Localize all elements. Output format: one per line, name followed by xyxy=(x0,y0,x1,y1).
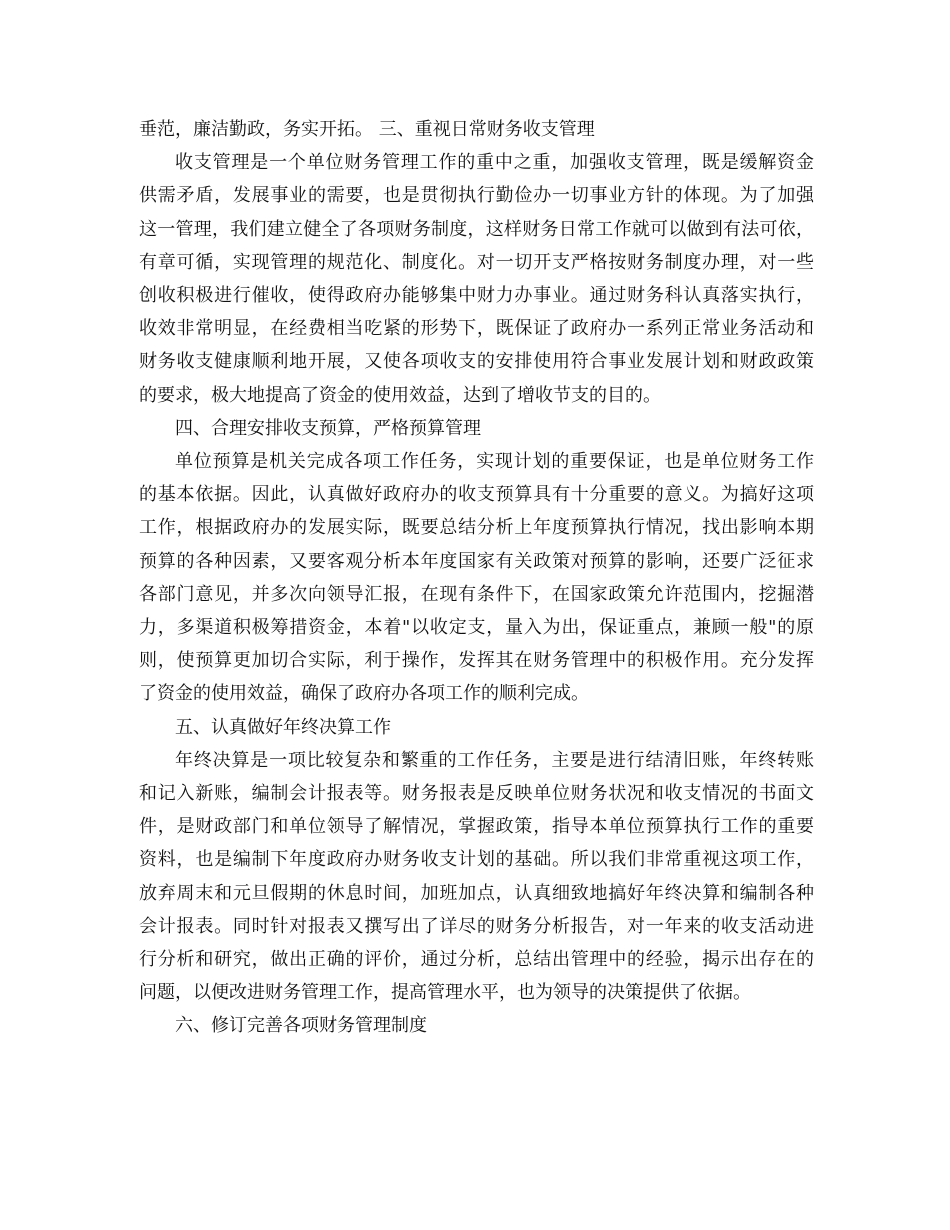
text-line: 的基本依据。因此，认真做好政府办的收支预算具有十分重要的意义。为搞好这项 xyxy=(139,484,814,506)
text-line: 工作，根据政府办的发展实际，既要总结分析上年度预算执行情况，找出影响本期 xyxy=(139,517,814,539)
section-heading: 五、认真做好年终决算工作 xyxy=(175,716,391,738)
text-line: 年终决算是一项比较复杂和繁重的工作任务，主要是进行结清旧账，年终转账 xyxy=(175,749,814,771)
text-line: 力，多渠道积极筹措资金，本着"以收定支，量入为出，保证重点，兼顾一般"的原 xyxy=(139,617,814,639)
text-line: 供需矛盾，发展事业的需要，也是贯彻执行勤俭办一切事业方针的体现。为了加强 xyxy=(139,185,814,207)
section-heading: 六、修订完善各项财务管理制度 xyxy=(175,1015,427,1037)
text-line: 放弃周末和元旦假期的休息时间，加班加点，认真细致地搞好年终决算和编制各种 xyxy=(139,882,814,904)
text-line: 的要求，极大地提高了资金的使用效益，达到了增收节支的目的。 xyxy=(139,384,661,406)
text-line: 会计报表。同时针对报表又撰写出了详尽的财务分析报告，对一年来的收支活动进 xyxy=(139,915,814,937)
text-line: 有章可循，实现管理的规范化、制度化。对一切开支严格按财务制度办理，对一些 xyxy=(139,251,814,273)
text-line: 收效非常明显，在经费相当吃紧的形势下，既保证了政府办一系列正常业务活动和 xyxy=(139,318,814,340)
text-line: 创收积极进行催收，使得政府办能够集中财力办事业。通过财务科认真落实执行， xyxy=(139,285,814,307)
text-line: 问题，以便改进财务管理工作，提高管理水平，也为领导的决策提供了依据。 xyxy=(139,982,751,1004)
text-line: 预算的各种因素，又要客观分析本年度国家有关政策对预算的影响，还要广泛征求 xyxy=(139,550,814,572)
text-line: 件，是财政部门和单位领导了解情况，掌握政策，指导本单位预算执行工作的重要 xyxy=(139,816,814,838)
text-line: 这一管理，我们建立健全了各项财务制度，这样财务日常工作就可以做到有法可依， xyxy=(139,218,814,240)
text-line: 财务收支健康顺利地开展，又使各项收支的安排使用符合事业发展计划和财政政策 xyxy=(139,351,814,373)
text-line: 收支管理是一个单位财务管理工作的重中之重，加强收支管理，既是缓解资金 xyxy=(175,152,814,174)
text-line: 垂范，廉洁勤政，务实开拓。 三、重视日常财务收支管理 xyxy=(139,119,595,140)
document-body xyxy=(139,113,814,1043)
text-line: 行分析和研究，做出正确的评价，通过分析，总结出管理中的经验，揭示出存在的 xyxy=(139,949,814,971)
text-line: 单位预算是机关完成各项工作任务，实现计划的重要保证，也是单位财务工作 xyxy=(175,451,814,473)
text-line: 和记入新账，编制会计报表等。财务报表是反映单位财务状况和收支情况的书面文 xyxy=(139,783,814,805)
text-line: 各部门意见，并多次向领导汇报，在现有条件下，在国家政策允许范围内，挖掘潜 xyxy=(139,583,814,605)
section-heading: 四、合理安排收支预算，严格预算管理 xyxy=(175,417,481,439)
text-line: 了资金的使用效益，确保了政府办各项工作的顺利完成。 xyxy=(139,683,589,705)
text-line: 资料，也是编制下年度政府办财务收支计划的基础。所以我们非常重视这项工作， xyxy=(139,849,814,871)
text-line: 则，使预算更加切合实际，利于操作，发挥其在财务管理中的积极作用。充分发挥 xyxy=(139,650,814,672)
